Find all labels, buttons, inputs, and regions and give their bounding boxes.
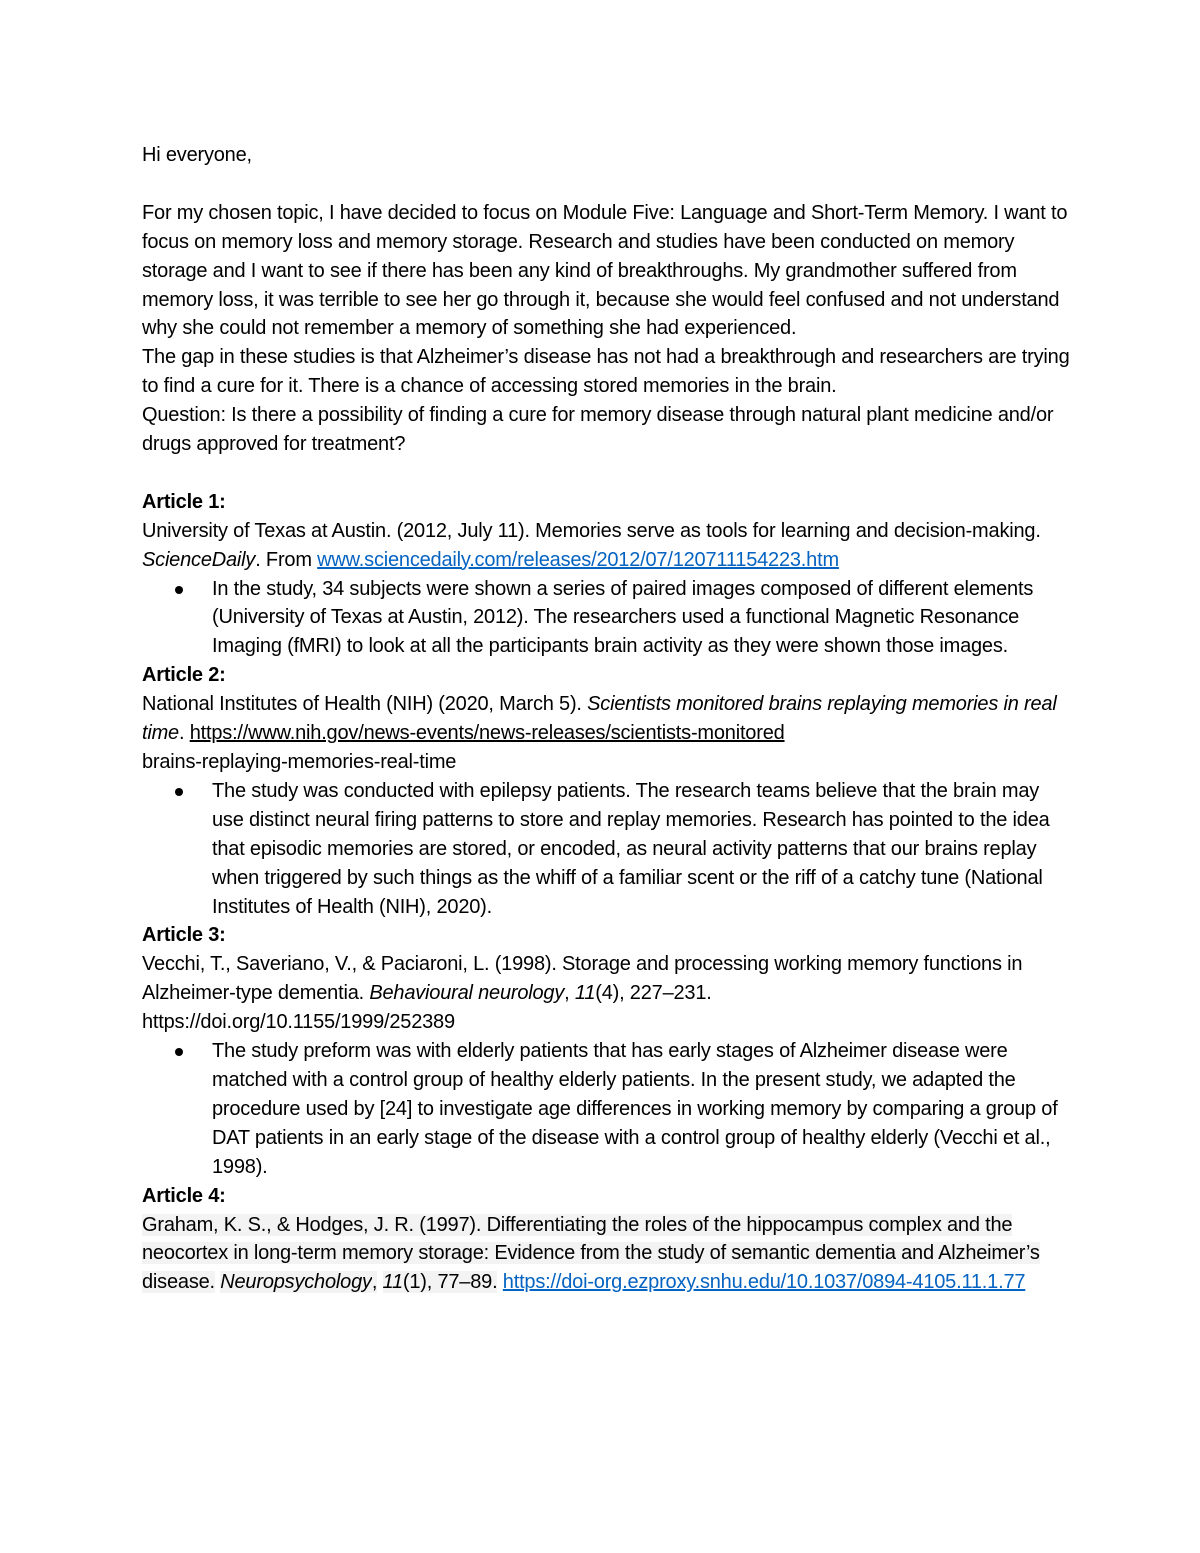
- article-3-summary: The study preform was with elderly patients that has early stages of Alzheimer disease were matched with a control group of healthy elderly patients. In the present study, we adapted the procedure used by [24] to investigate age differences in working memory by comparing a group of DAT patients in an early stage of the disease with a control group of healthy elderly (Vecchi et al., 1998).: [212, 1037, 1070, 1182]
- article-3-ref-text-2: ,: [564, 982, 570, 1005]
- article-2-ref-text: National Institutes of Health (NIH) (2020, March 5).: [142, 693, 582, 716]
- article-3-journal: Behavioural neurology: [369, 982, 565, 1005]
- research-gap: The gap in these studies is that Alzheimer’s disease has not had a breakthrough and researchers are trying to find a cure for it. There is a chance of accessing stored memories in the brain.: [142, 346, 1070, 398]
- article-1-reference: [142, 517, 1070, 575]
- article-4-reference: [142, 1211, 1070, 1298]
- article-1-link[interactable]: www.sciencedaily.com/releases/2012/07/120711154223.htm: [317, 548, 839, 571]
- article-1-ref-text: University of Texas at Austin. (2012, July 11). Memories serve as tools for learning and decision-making.: [142, 519, 1041, 542]
- article-4-link[interactable]: https://doi-org.ezproxy.snhu.edu/10.1037/0894-4105.11.1.77: [502, 1271, 1026, 1294]
- article-3-ref-text: Vecchi, T., Saveriano, V., & Paciaroni, L. (1998). Storage and processing working memory functions in Alzheimer-type dementia.: [142, 953, 1023, 1005]
- article-2-title: Scientists monitored brains replaying memories in real time: [142, 693, 1057, 745]
- article-1-journal: ScienceDaily: [142, 548, 256, 571]
- article-3-ref-text-3: (4), 227–231.: [595, 982, 712, 1005]
- article-2-summary: The study was conducted with epilepsy patients. The research teams believe that the brain may use distinct neural firing patterns to store and replay memories. Research has pointed to the idea that episodic memories are stored, or encoded, as neural activity patterns that our brains replay when triggered by such things as the whiff of a familiar scent or the riff of a catchy tune (National Institutes of Health (NIH), 2020).: [212, 777, 1070, 922]
- article-3-reference: [142, 950, 1070, 1037]
- article-1-heading: Article 1:: [142, 490, 226, 513]
- article-4-ref-text: Graham, K. S., & Hodges, J. R. (1997). Differentiating the roles of the hippocampus complex and the neocortex in long-term memory storage: Evidence from the study of semantic dementia and Alzheimer’s disease.: [142, 1213, 1040, 1294]
- article-1-summary: In the study, 34 subjects were shown a series of paired images composed of different elements (University of Texas at Austin, 2012). The researchers used a functional Magnetic Resonance Imaging (fMRI) to look at all the participants brain activity as they were shown those images.: [212, 575, 1070, 662]
- article-3-doi[interactable]: https://doi.org/10.1155/1999/252389: [142, 1011, 455, 1034]
- intro-paragraph: For my chosen topic, I have decided to focus on Module Five: Language and Short-Term Memory. I want to focus on memory loss and memory storage. Research and studies have been conducted on memory storage and I want to see if there has been any kind of breakthroughs. My grandmother suffered from memory loss, it was terrible to see her go through it, because she would feel confused and not understand why she could not remember a memory of something she had experienced.: [142, 201, 1068, 340]
- blank-line: [142, 170, 1070, 199]
- blank-line: [142, 459, 1070, 488]
- article-3-volume: 11: [574, 982, 596, 1005]
- article-2-ref-text-2: .: [178, 722, 185, 745]
- research-question: Question: Is there a possibility of finding a cure for memory disease through natural plant medicine and/or drugs approved for treatment?: [142, 404, 1054, 456]
- article-4-journal: Neuropsychology: [220, 1271, 372, 1294]
- article-4-ref-text-3: (1), 77–89.: [402, 1271, 498, 1294]
- greeting: Hi everyone,: [142, 144, 252, 166]
- article-2-link[interactable]: https://www.nih.gov/news-events/news-releases/scientists-monitored: [189, 722, 785, 745]
- article-1-ref-text-2: . From: [255, 548, 312, 571]
- article-4-volume: 11: [382, 1271, 403, 1294]
- article-2-heading: Article 2:: [142, 664, 226, 687]
- article-3-heading: Article 3:: [142, 924, 226, 947]
- article-1-notes: [142, 575, 1070, 662]
- article-4-heading: Article 4:: [142, 1184, 226, 1207]
- article-2-reference: [142, 690, 1070, 777]
- article-4-ref-text-2: ,: [371, 1271, 378, 1294]
- article-2-notes: [142, 777, 1070, 922]
- article-2-link-continued: brains-replaying-memories-real-time: [142, 751, 457, 773]
- article-3-notes: [142, 1037, 1070, 1182]
